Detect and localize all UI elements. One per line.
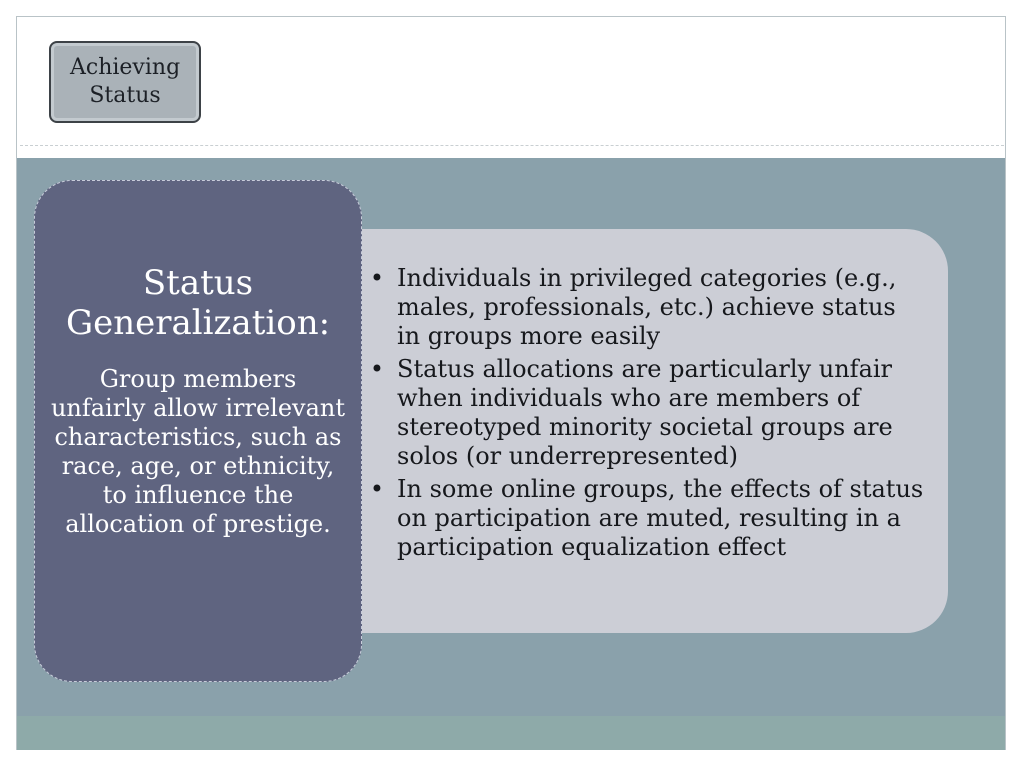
definition-heading: Status Generalization: (65, 263, 331, 343)
header-divider (20, 145, 1004, 146)
bullet-marker: • (369, 475, 385, 503)
bullet-text: Individuals in privileged categories (e.g., males, professionals, etc.) achieve status in groups more easily (397, 264, 897, 350)
definition-panel (34, 180, 362, 682)
bullet-item (364, 355, 924, 471)
definition-body: Group members unfairly allow irrelevant characteristics, such as race, age, or ethnicity, to influence the allocation of prestige. (50, 365, 346, 538)
bullet-item (364, 475, 924, 562)
bullet-marker: • (369, 355, 385, 383)
bullet-text: Status allocations are particularly unfair when individuals who are members of stereotyped minority societal groups are solos (or underrepresented) (397, 355, 893, 470)
slide-title: Achieving Status (70, 55, 181, 108)
bullet-item (364, 264, 924, 351)
footer-band (17, 716, 1005, 750)
bullet-marker: • (369, 264, 385, 292)
title-box (49, 41, 201, 123)
bullet-list (364, 264, 924, 566)
bullet-text: In some online groups, the effects of status on participation are muted, resulting in a participation equalization effect (397, 475, 924, 561)
